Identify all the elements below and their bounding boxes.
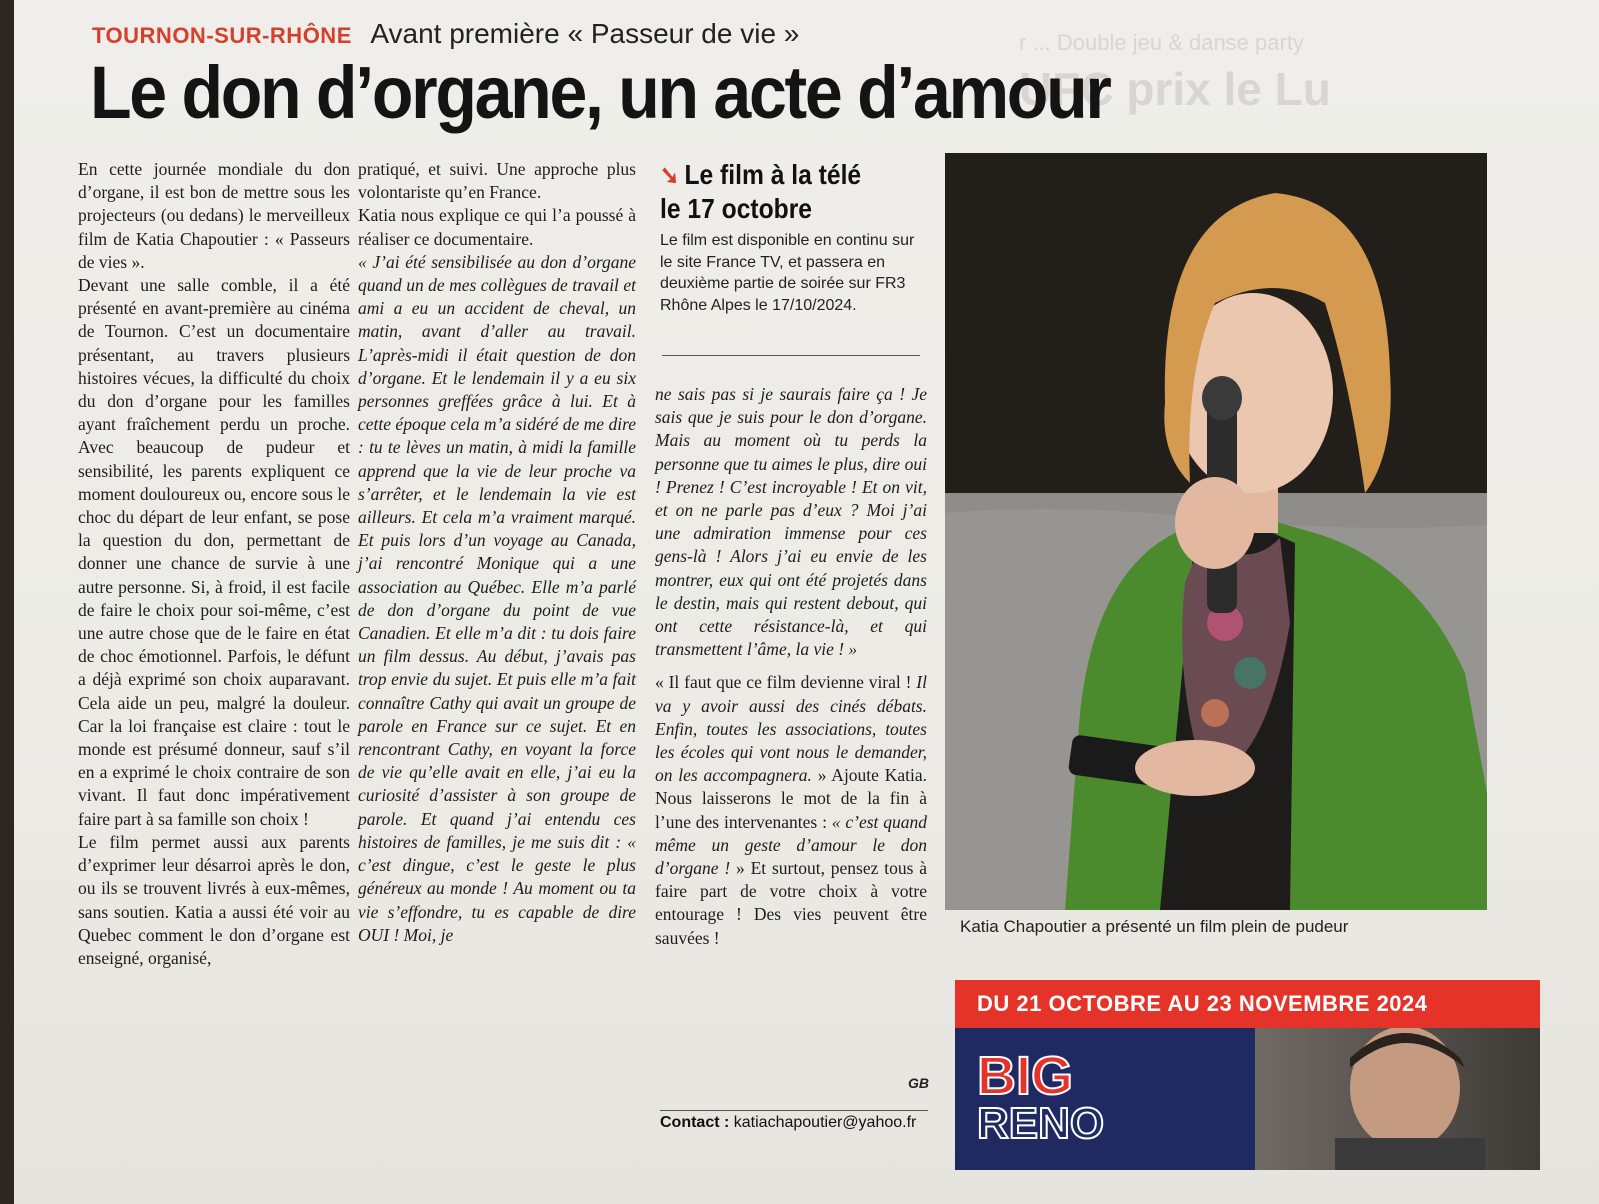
tv-title-line1: Le film à la télé — [684, 159, 862, 190]
article-kicker — [92, 18, 799, 50]
closing-segment: Il va y avoir aussi des cinés débats. Enfin, toutes les associations, toutes les écoles qui vont nous le demander, on les accompagnera. — [655, 672, 927, 786]
interview-quote-end: ne sais pas si je saurais faire ça ! Je sais que je suis pour le don d’organe. Mais au moment où tu perds la personne que tu aimes le plus, dire oui ! Prenez ! C’est incroyable ! Et on vit, et on ne parle pas d’eux ? Moi j’ai une admiration immense pour ces gens-là ! Alors j’ai eu envie de les montrer, eux qui ont été projetés dans le destin, mais qui restent debout, qui ont cette résistance-là, et qui transmettent l’âme, la vie ! » — [655, 384, 927, 660]
paragraph: En cette journée mondiale du don d’organe, il est bon de mettre sous les projecteurs (ou dedans) le merveilleux film de Katia Chapoutier : « Passeurs de vies ». — [78, 159, 350, 272]
article-column-1 — [78, 158, 350, 970]
closing-segment: » Ajoute Katia. Nous laisserons le mot de la fin à l’une des intervenantes : — [655, 765, 927, 832]
contact-label: Contact : — [660, 1114, 730, 1131]
closing-segment: « c’est quand même un geste d’amour le don d’organe ! — [655, 811, 927, 879]
article-headline: Le don d’organe, un acte d’amour — [90, 51, 1110, 134]
interview-quote: « J’ai été sensibilisée au don d’organe quand un de mes collègues de travail et ami a eu un accident de cheval, un matin, avant d’aller au travail. L’après-midi il était question de don d’organe. Et le lendemain il y a eu six personnes greffées grâce à lui. Et à cette époque cela m’a sidéré de me dire : tu te lèves un matin, à midi la famille apprend que la vie de leur proche va s’arrêter, et le lendemain la vie est ailleurs. Et cela m’a vraiment marqué. Et puis lors d’un voyage au Canada, j’ai rencontré Monique qui a une association au Québec. Elle m’a parlé de don d’organe du point de vue Canadien. Et elle m’a dit : tu dois faire un film dessus. Au début, j’avais pas trop envie du sujet. Et puis elle m’a fait connaître Cathy qui avait un groupe de parole en France sur ce sujet. Et en rencontrant Cathy, en voyant la force de vie qu’elle avait en elle, j’ai eu la curiosité d’assister à son groupe de parole. Et quand j’ai entendu ces histoires de familles, je me suis dit : « c’est dingue, c’est le geste le plus généreux au monde ! Au moment ou ta vie s’effondre, tu es capable de dire OUI ! Moi, je — [358, 251, 636, 945]
arrow-icon: ➘ — [660, 160, 680, 190]
article-photo — [945, 153, 1487, 910]
ad-logo — [977, 1046, 1147, 1150]
tv-sidebar-text: Le film est disponible en continu sur le site France TV, et passera en deuxième partie de soirée sur FR3 Rhône Alpes le 17/10/2024. — [660, 232, 915, 314]
kicker-subtitle: Avant première « Passeur de vie » — [370, 18, 800, 49]
closing-segment: « Il faut que ce film devienne viral ! — [655, 672, 917, 693]
paragraph: Devant une salle comble, il a été présenté en avant-première au cinéma de Tournon. C’est un documentaire présentant, au travers plusieurs histoires vécues, la difficulté du choix du don d’organe pour les familles ayant fraîchement perdu un proche. Avec beaucoup de pudeur et sensibilité, les parents expliquent ce moment douloureux ou, encore sous le choc du départ de leur enfant, se pose la question du don, permettant de donner une chance de survie à une autre personne. Si, à froid, il est facile de faire le choix pour soi-même, c’est une autre chose que de le faire en état de choc émotionnel. Parfois, le défunt a déjà exprimé son choix auparavant. Cela aide un peu, malgré la douleur. Car la loi française est claire : tout le monde est présumé donneur, sauf s’il en a exprimé le choix contraire de son vivant. Il faut donc impérativement faire part à sa famille son choix ! — [78, 275, 350, 829]
closing-segment: » Et surtout, pensez tous à faire part de votre choix à votre entourage ! Des vies peuvent être sauvées ! — [655, 858, 927, 948]
kicker-location: TOURNON-SUR-RHÔNE — [92, 23, 352, 48]
ghost-line-1: r ... Double jeu & danse party — [1019, 30, 1304, 55]
tv-sidebar — [660, 158, 922, 316]
article-column-3 — [655, 383, 927, 950]
contact-email[interactable]: katiachapoutier@yahoo.fr — [733, 1114, 917, 1131]
closing-paragraph — [655, 671, 927, 949]
divider — [662, 355, 920, 356]
author-signature: GB — [908, 1075, 929, 1091]
ghost-line-2: UFC prix le Lu — [1019, 63, 1331, 115]
tv-title-line2: le 17 octobre — [660, 193, 813, 224]
photo-illustration — [945, 153, 1487, 910]
divider — [660, 1110, 928, 1111]
photo-caption: Katia Chapoutier a présenté un film plein de pudeur — [960, 917, 1349, 936]
ad-photo — [1255, 1028, 1540, 1170]
ad-logo-line2: RENO — [977, 1099, 1105, 1148]
paragraph: Le film permet aussi aux parents d’exprimer leur désarroi après le don, ou ils se trouvent livrés à eux-mêmes, sans soutien. Katia a aussi été voir au Quebec comment le don d’organe est enseigné, organisé, — [78, 831, 350, 968]
article-column-2 — [358, 158, 636, 947]
tv-sidebar-title — [660, 158, 891, 226]
contact-line — [660, 1114, 916, 1132]
ad-logo-line1: BIG — [977, 1046, 1074, 1106]
ad-people-illustration — [1255, 1028, 1540, 1170]
paragraph: pratiqué, et suivi. Une approche plus volontariste qu’en France. Katia nous explique ce qui l’a poussé à réaliser ce documentaire. — [358, 159, 636, 249]
advertisement[interactable] — [955, 980, 1540, 1170]
ad-date-band: DU 21 OCTOBRE AU 23 NOVEMBRE 2024 — [955, 980, 1540, 1028]
